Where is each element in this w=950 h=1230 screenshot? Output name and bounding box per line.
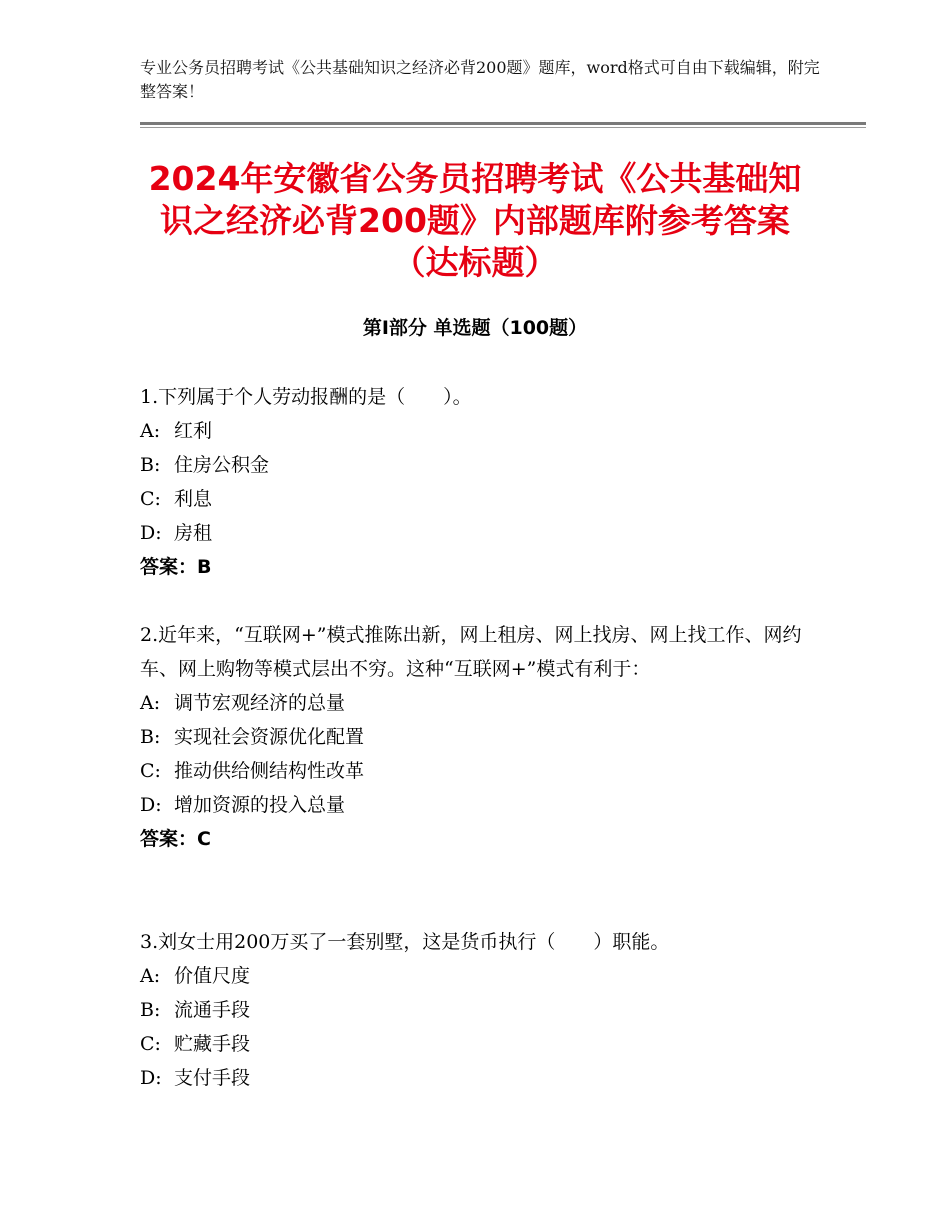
option-text: 增加资源的投入总量: [174, 794, 346, 816]
option-text: 价值尺度: [174, 965, 251, 987]
option-a: [140, 414, 810, 448]
option-key: C:: [140, 1033, 161, 1055]
option-key: C:: [140, 488, 161, 510]
title-line-1: 2024年安徽省公务员招聘考试《公共基础知: [148, 159, 802, 198]
option-key: D:: [140, 522, 162, 544]
option-text: 贮藏手段: [174, 1033, 251, 1055]
option-text: 利息: [174, 488, 213, 510]
question-text: 2.近年来，“互联网+”模式推陈出新，网上租房、网上找房、网上找工作、网约车、网上购物等模式层出不穷。这种“互联网+”模式有利于：: [140, 624, 802, 680]
question-1: [140, 380, 810, 584]
section-title: 第Ⅰ部分 单选题（100题）: [362, 317, 588, 339]
header-rule-thick: [140, 122, 866, 125]
header-note: 专业公务员招聘考试《公共基础知识之经济必背200题》题库，word格式可自由下载编辑，附完整答案！: [140, 58, 820, 101]
option-c: [140, 754, 810, 788]
answer-label: 答案：B: [140, 556, 212, 578]
option-key: A:: [140, 965, 161, 987]
option-d: [140, 788, 810, 822]
option-key: B:: [140, 726, 161, 748]
option-b: [140, 993, 810, 1027]
question-text: 3.刘女士用200万买了一套别墅，这是货币执行（ ）职能。: [140, 931, 670, 953]
title-line-3: （达标题）: [392, 243, 558, 282]
option-text: 实现社会资源优化配置: [174, 726, 365, 748]
option-b: [140, 448, 810, 482]
option-text: 流通手段: [174, 999, 251, 1021]
option-key: B:: [140, 999, 161, 1021]
document-title: [120, 158, 830, 284]
option-text: 住房公积金: [174, 454, 270, 476]
option-a: [140, 686, 810, 720]
option-b: [140, 720, 810, 754]
header-rule-thin: [140, 127, 866, 128]
option-key: D:: [140, 1067, 162, 1089]
option-key: C:: [140, 760, 161, 782]
question-text: 1.下列属于个人劳动报酬的是（ ）。: [140, 386, 472, 408]
option-c: [140, 1027, 810, 1061]
option-d: [140, 516, 810, 550]
title-line-2: 识之经济必背200题》内部题库附参考答案: [160, 201, 790, 240]
option-text: 支付手段: [174, 1067, 251, 1089]
option-key: B:: [140, 454, 161, 476]
answer-label: 答案：C: [140, 828, 211, 850]
option-c: [140, 482, 810, 516]
option-text: 红利: [174, 420, 213, 442]
option-text: 推动供给侧结构性改革: [174, 760, 365, 782]
option-a: [140, 959, 810, 993]
option-text: 房租: [174, 522, 213, 544]
question-2: [140, 618, 810, 856]
question-3: [140, 925, 810, 1095]
option-key: A:: [140, 420, 161, 442]
option-key: A:: [140, 692, 161, 714]
option-key: D:: [140, 794, 162, 816]
option-d: [140, 1061, 810, 1095]
option-text: 调节宏观经济的总量: [174, 692, 346, 714]
